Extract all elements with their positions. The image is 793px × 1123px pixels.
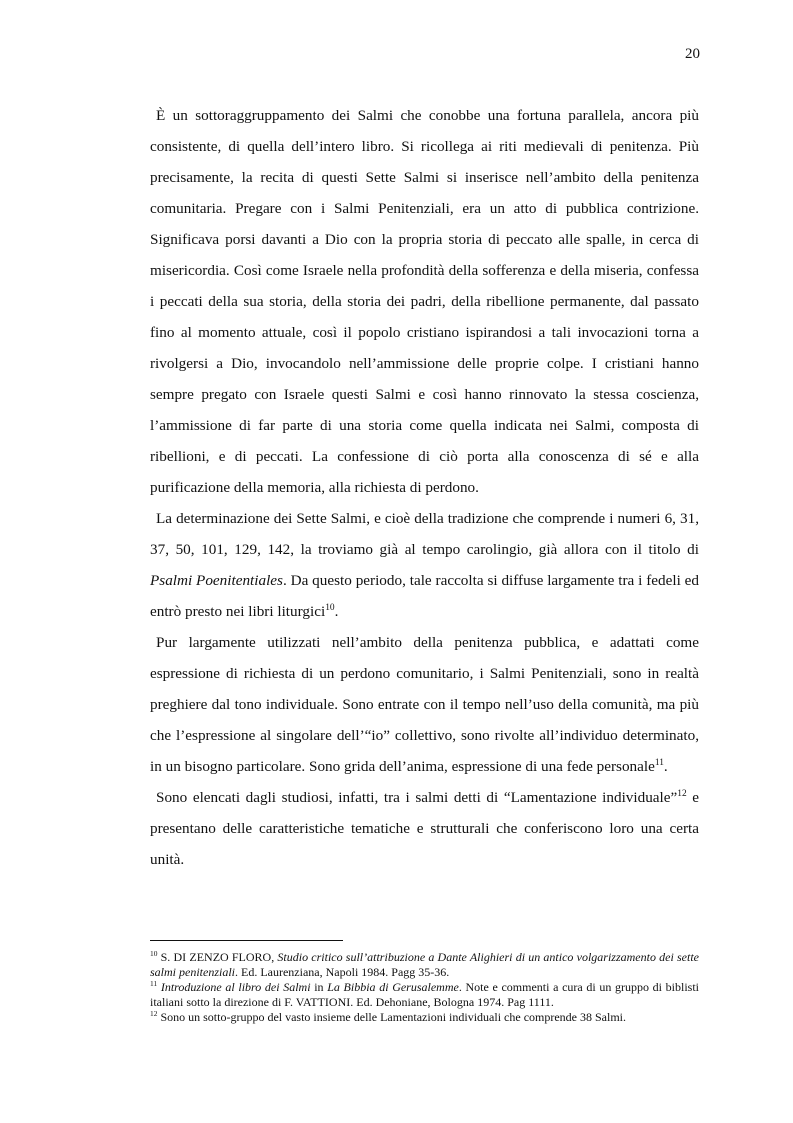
paragraph-2: [150, 503, 699, 627]
page-number: 20: [685, 46, 700, 62]
paragraph-2-end: .: [334, 603, 339, 620]
paragraph-4: [150, 782, 699, 875]
footnote-ref-12[interactable]: 12: [677, 788, 687, 799]
footnote-10-publication: . Ed. Laurenziana, Napoli 1984. Pagg 35-36.: [235, 965, 450, 979]
body-text: [150, 100, 699, 875]
footnote-number: 11: [150, 979, 158, 988]
footnote-10-author: S. DI ZENZO FLORO,: [157, 950, 278, 964]
footnote-number: 12: [150, 1009, 158, 1018]
paragraph-4-text-before: Sono elencati dagli studiosi, infatti, tra i salmi detti di “Lamentazione individuale”: [156, 789, 678, 806]
paragraph-3-text: Pur largamente utilizzati nell’ambito della penitenza pubblica, e adattati come espressione di richiesta di un perdono comunitario, i Salmi Penitenziali, sono in realtà preghiere dal tono individuale. Sono entrate con il tempo nell’uso della comunità, ma più che l’espressione al singolare dell’“io” collettivo, sono rivolte all’individuo determinato, in un bisogno particolare. Sono grida dell’anima, espressione di una fede personale: [150, 634, 699, 775]
footnote-11-connector: in: [310, 980, 328, 994]
footnote-ref-10[interactable]: 10: [325, 602, 335, 613]
footnote-ref-11[interactable]: 11: [654, 757, 664, 768]
paragraph-1-text: È un sottoraggruppamento dei Salmi che conobbe una fortuna parallela, ancora più consistente, di quella dell’intero libro. Si ricollega ai riti medievali di penitenza. Più precisamente, la recita di questi Sette Salmi si inserisce nell’ambito della penitenza comunitaria. Pregare con i Salmi Penitenziali, era un atto di pubblica contrizione. Significava porsi davanti a Dio con la propria storia di peccato alle spalle, in cerca di misericordia. Così come Israele nella profondità della sofferenza e della miseria, confessa i peccati della sua storia, della storia dei padri, della ribellione permanente, dal passato fino al momento attuale, così il popolo cristiano ispirandosi a tali invocazioni torna a rivolgersi a Dio, invocandolo nell’ammissione delle proprie colpe. I cristiani hanno sempre pregato con Israele questi Salmi e così hanno rinnovato la stessa coscienza, l’ammissione di far parte di una storia come quella indicata nei Salmi, composta di ribellioni, e di peccati. La confessione di ciò porta alla conoscenza di sé e alla purificazione della memoria, alla richiesta di perdono.: [150, 107, 699, 496]
footnote-separator: [150, 940, 343, 941]
paragraph-4-text-after: e presentano delle caratteristiche tematiche e strutturali che conferiscono loro una certa unità.: [150, 789, 699, 868]
footnote-number: 10: [150, 949, 158, 958]
paragraph-1: [150, 100, 699, 503]
paragraph-2-text-after: . Da questo periodo, tale raccolta si diffuse largamente tra i fedeli ed entrò presto nei libri liturgici: [150, 572, 699, 620]
footnote-12: [150, 1010, 699, 1025]
paragraph-2-text-before: La determinazione dei Sette Salmi, e cioè della tradizione che comprende i numeri 6, 31, 37, 50, 101, 129, 142, la troviamo già al tempo carolingio, già allora con il titolo di: [150, 510, 699, 558]
footnote-11-source: La Bibbia di Gerusalemme: [327, 980, 459, 994]
footnote-11-publication: . Note e commenti a cura di un gruppo di biblisti italiani sotto la direzione di F. VATTIONI. Ed. Dehoniane, Bologna 1974. Pag 1111.: [150, 980, 700, 1009]
paragraph-3: [150, 627, 699, 782]
footnotes: [150, 940, 699, 1025]
paragraph-3-end: .: [663, 758, 668, 775]
psalmi-poenitentiales-title: Psalmi Poenitentiales: [150, 572, 283, 589]
footnote-10: [150, 950, 699, 980]
footnote-10-title: Studio critico sull’attribuzione a Dante Alighieri di un antico volgarizzamento dei sette salmi penitenziali: [150, 950, 699, 979]
footnote-12-text: Sono un sotto-gruppo del vasto insieme delle Lamentazioni individuali che comprende 38 Salmi.: [157, 1010, 627, 1024]
footnote-11: [150, 980, 699, 1010]
footnote-11-title: Introduzione al libro dei Salmi: [157, 980, 311, 994]
